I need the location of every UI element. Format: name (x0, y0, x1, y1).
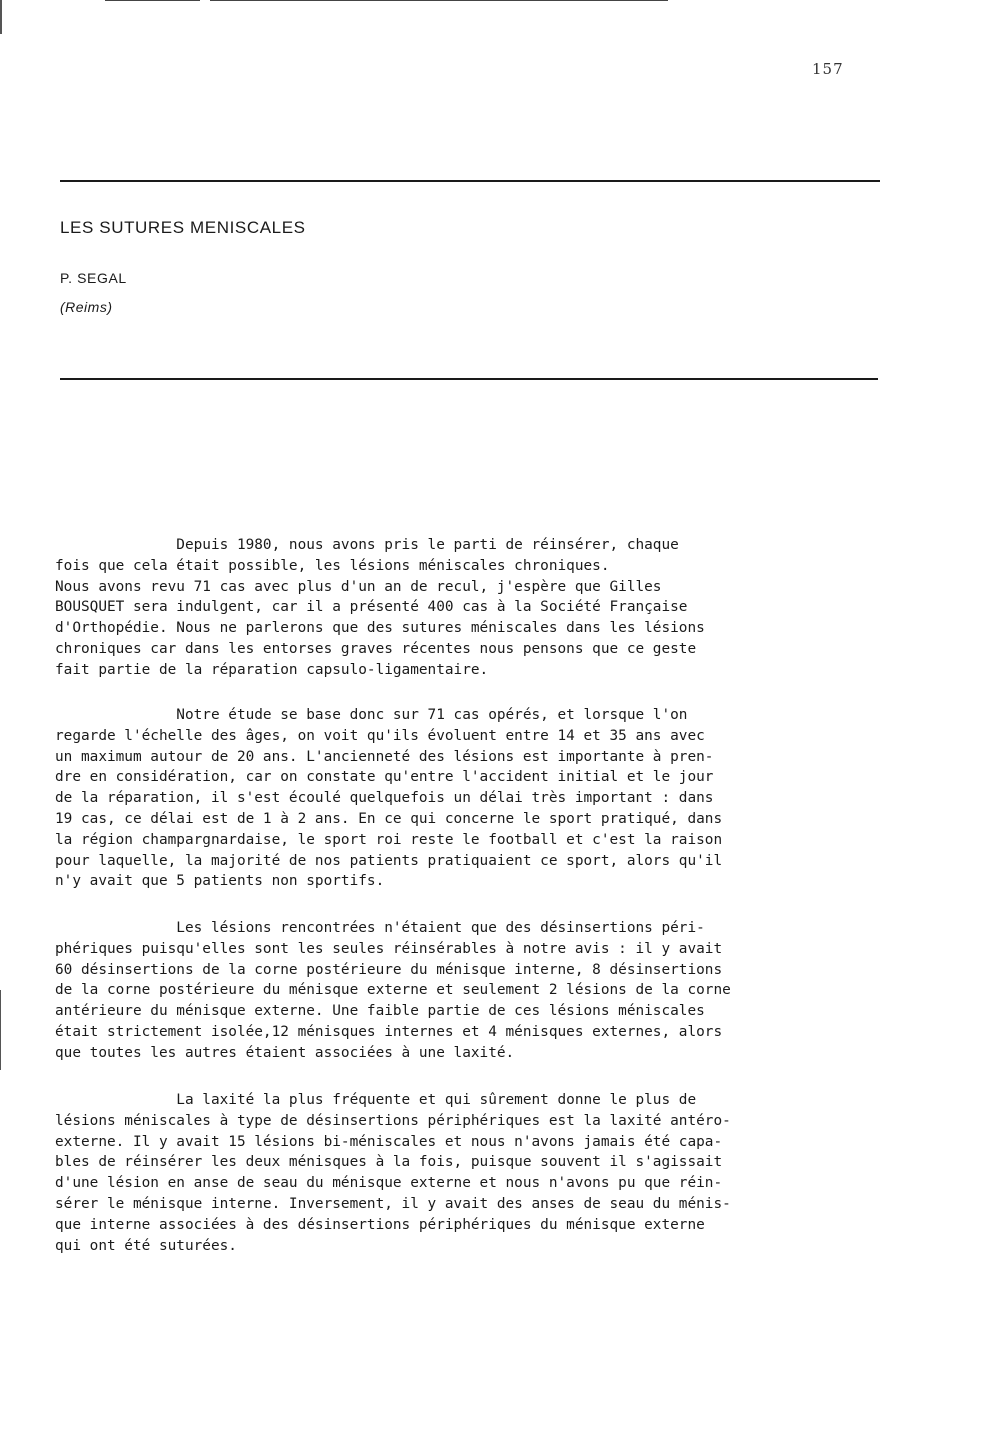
text-line: antérieure du ménisque externe. Une faible partie de ces lésions méniscales (55, 1003, 705, 1020)
text-line: que interne associées à des désinsertions périphériques du ménisque externe (55, 1216, 705, 1233)
text-line: qui ont été suturées. (55, 1237, 237, 1254)
text-line: La laxité la plus fréquente et qui sûrement donne le plus de (55, 1092, 697, 1108)
scan-edge-line (105, 0, 200, 1)
text-line: de la corne postérieure du ménisque externe et seulement 2 lésions de la corne (55, 982, 731, 999)
text-line: 60 désinsertions de la corne postérieure du ménisque interne, 8 désinsertions (55, 961, 723, 978)
text-line: un maximum autour de 20 ans. L'ancienneté des lésions est importante à pren- (55, 748, 714, 765)
text-line: chroniques car dans les entorses graves récentes nous pensons que ce geste (55, 640, 697, 657)
text-line: lésions méniscales à type de désinsertions périphériques est la laxité antéro- (55, 1112, 731, 1129)
text-line: dre en considération, car on constate qu'entre l'accident initial et le jour (55, 769, 714, 786)
text-line: la région champargnardaise, le sport roi reste le football et c'est la raison (55, 831, 723, 848)
text-line: d'une lésion en anse de seau du ménisque externe et nous n'avons pu que réin- (55, 1175, 723, 1192)
text-line: regarde l'échelle des âges, on voit qu'ils évoluent entre 14 et 35 ans avec (55, 727, 705, 744)
article-author: P. SEGAL (60, 270, 127, 286)
scan-edge-mark (0, 990, 1, 1070)
header-bottom-rule (60, 378, 878, 380)
text-line: pour laquelle, la majorité de nos patients pratiquaient ce sport, alors qu'il (55, 852, 723, 869)
text-line: fois que cela était possible, les lésions méniscales chroniques. (55, 557, 610, 574)
header-top-rule (60, 180, 880, 182)
text-line: d'Orthopédie. Nous ne parlerons que des sutures méniscales dans les lésions (55, 620, 705, 637)
paragraph (55, 1090, 885, 1256)
text-line: fait partie de la réparation capsulo-ligamentaire. (55, 661, 489, 678)
text-line: bles de réinsérer les deux ménisques à la fois, puisque souvent il s'agissait (55, 1154, 723, 1171)
text-line: Les lésions rencontrées n'étaient que des désinsertions péri- (55, 920, 705, 936)
text-line: que toutes les autres étaient associées à une laxité. (55, 1044, 515, 1061)
text-line: Depuis 1980, nous avons pris le parti de réinsérer, chaque (55, 537, 679, 553)
author-affiliation: (Reims) (60, 299, 113, 315)
text-line: phériques puisqu'elles sont les seules réinsérables à notre avis : il y avait (55, 940, 723, 957)
scan-edge-line (210, 0, 668, 1)
paragraph (55, 535, 885, 681)
text-line: était strictement isolée,12 ménisques internes et 4 ménisques externes, alors (55, 1023, 723, 1040)
page-number: 157 (812, 60, 844, 78)
paragraph (55, 705, 885, 892)
text-line: BOUSQUET sera indulgent, car il a présenté 400 cas à la Société Française (55, 599, 688, 616)
text-line: externe. Il y avait 15 lésions bi-méniscales et nous n'avons jamais été capa- (55, 1133, 723, 1150)
text-line: Nous avons revu 71 cas avec plus d'un an de recul, j'espère que Gilles (55, 578, 662, 595)
text-line: sérer le ménisque interne. Inversement, il y avait des anses de seau du ménis- (55, 1195, 731, 1212)
text-line: 19 cas, ce délai est de 1 à 2 ans. En ce qui concerne le sport pratiqué, dans (55, 810, 723, 827)
text-line: Notre étude se base donc sur 71 cas opérés, et lorsque l'on (55, 707, 688, 723)
text-line: n'y avait que 5 patients non sportifs. (55, 873, 385, 890)
scan-edge-mark (0, 0, 2, 34)
text-line: de la réparation, il s'est écoulé quelquefois un délai très important : dans (55, 790, 714, 807)
article-title: LES SUTURES MENISCALES (60, 218, 306, 237)
paragraph (55, 918, 885, 1064)
